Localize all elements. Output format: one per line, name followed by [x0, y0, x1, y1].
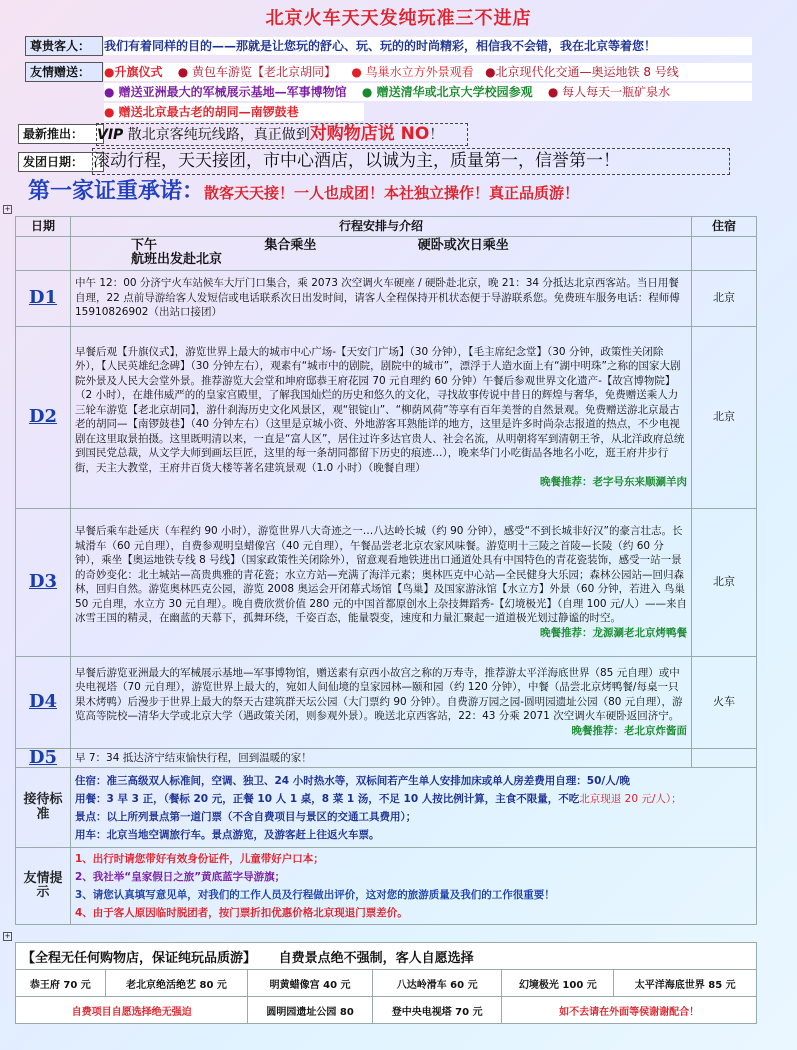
no-shopping-text: 对购物店说 NO	[309, 124, 430, 144]
optional-item: 幻境极光 100 元	[502, 970, 614, 997]
table-row	[16, 656, 757, 748]
table-subheader-row	[16, 236, 757, 270]
gift-item: ● 每人每天一瓶矿泉水	[547, 85, 671, 99]
day-stay: 北京	[692, 508, 757, 656]
meal-recommendation: 晚餐推荐：老北京炸酱面	[571, 724, 687, 737]
day-stay: 北京	[692, 326, 757, 508]
optional-header	[16, 943, 757, 970]
tips-cell	[71, 848, 757, 925]
gift-item: ● 赠送亚洲最大的军械展示基地—军事博物馆	[104, 85, 347, 99]
gift-item: ●北京现代化交通—奥运地铁 8 号线	[485, 65, 679, 79]
day-plan-cell	[71, 326, 692, 508]
vip-text: VIP	[97, 127, 124, 143]
day-plan: 中午 12：00 分济宁火车站候车大厅门口集合，乘 2073 次空调火车硬座 / 硬卧赴北京，晚 21：34 分抵达北京西客站。当日用餐自理，22 点前导游给客人发短信或电话联系次日出发时间，请客人全程保持开机状态便于导游联系您。免费班车服务电话：程师傅 15910826902（出站口接团）	[71, 270, 692, 326]
empty-cell	[16, 236, 71, 270]
day-label: D5	[16, 748, 71, 768]
gifts-label: 友情赠送：	[25, 62, 103, 82]
table-move-handle[interactable]: +	[4, 205, 11, 213]
day-plan-cell	[71, 656, 692, 748]
departure-label: 发团日期：	[18, 152, 104, 172]
tip-item: 4、由于客人原因临时脱团者，按门票折扣优惠价格北京现退门票差价。	[75, 907, 408, 919]
table-row	[16, 326, 757, 508]
service-cell	[71, 768, 757, 848]
tip-item: 1、出行时请您带好有效身份证件，儿童带好户口本；	[75, 853, 324, 865]
header-stay: 住宿	[692, 217, 757, 237]
gifts-row-2	[104, 83, 752, 101]
latest-text	[96, 123, 468, 146]
sub-sleeper: 硬卧或次日乘坐	[417, 237, 509, 253]
optional-row	[16, 970, 757, 997]
day-label: D3	[16, 508, 71, 656]
promise-line	[28, 174, 579, 205]
optional-item: 恭王府 70 元	[16, 970, 106, 997]
day-plan: 早餐后游览亚洲最大的军械展示基地—军事博物馆，赠送素有京西小故宫之称的万寿寺，推荐游太平洋海底世界（85 元自理）或中央电视塔（70 元自理），游览世界上最大的，宛如人间仙境的皇家园林—颐和园（约 120 分钟），中餐（品尝北京烤鸭餐/每桌一只果木烤鸭）后漫步于世界上最大的祭天古建筑群天坛公园（大门票约 90 分钟）。自费游万园之园-圆明园遗址公园（80 元自理），游览高等院校—清华大学或北京大学（遇政策关闭，则参观外景）。晚送北京西客站，22：43 分乘 2071 次空调火车硬卧返回济宁。	[75, 666, 683, 723]
day-stay	[692, 748, 757, 768]
optional-items-table	[15, 942, 757, 1024]
optional-row	[16, 997, 757, 1024]
optional-item: 登中央电视塔 70 元	[372, 997, 501, 1024]
tips-label: 友情提示	[16, 848, 71, 925]
service-standard-row	[16, 768, 757, 848]
day-plan: 早 7：34 抵达济宁结束愉快行程，回到温暖的家！	[71, 748, 692, 768]
header-day: 日期	[16, 217, 71, 237]
latest-end: ！	[429, 127, 444, 143]
optional-note-b: 如不去请在外面等侯谢谢配合！	[502, 997, 757, 1024]
optional-item: 八达岭滑车 60 元	[372, 970, 501, 997]
table-move-handle[interactable]: +	[4, 932, 11, 940]
gift-item: ● 赠送清华或北京大学校园参观	[361, 85, 533, 99]
promise-text: 散客天天接！一人也成团！本社独立操作！真正品质游！	[204, 184, 580, 202]
day-plan: 早餐后观【升旗仪式】，游览世界上最大的城市中心广场-【天安门广场】（30 分钟），【毛主席纪念堂】（30 分钟，政策性关闭除外），【人民英雄纪念碑】（30 分钟左右），观素有“城市中的剧院，剧院中的城市”，漂浮于人造水面上有“湖中明珠”之称的国家大剧院外景及人民大会堂外景。推荐游览大会堂和坤府邸恭王府花园 70 元自理约 60 分钟）午餐后参观世界文化遗产-【故宫博物院】（2 小时），在雄伟威严的的皇家宫殿里，了解我国灿烂的历史和悠久的文化，寻找故事传说中昔日的辉煌与奢华，免费赠送乘人力三轮车游览【老北京胡同】，游什刹海历史文化风景区，观“银锭山”、“柳荫风荷”等享有百年美誉的自然景观。免费赠送游北京最古老的胡同—【南锣鼓巷】（40 分钟左右）（这里是京城小资、外地游客耳熟能详的地方，这里是许多时尚杂志报道的热点，不少电视剧在这里取景拍摄。这里既明清以来，一直是“富人区”，居住过许多达官贵人、社会名流，从明朝将军到清朝王爷，从北洋政府总统到国民党总裁，从文学大师到画坛巨匠，这里的每一条胡同都留下历史的痕迹…），晚来华门小吃街品各地名小吃，逛王府井步行街，天主大教堂，王府井百货大楼等著名建筑景观（1.0 小时）（晚餐自理）	[75, 345, 685, 474]
optional-item: 老北京绝活绝艺 80 元	[105, 970, 248, 997]
intro-label: 尊贵客人：	[25, 36, 103, 56]
optional-item: 圆明园遗址公园 80	[248, 997, 373, 1024]
tip-item: 3、请您认真填写意见单，对我们的工作人员及行程做出评价，这对您的旅游质量及我们的工作很重要！	[75, 889, 555, 901]
gift-item: ● 鸟巢水立方外景观看	[351, 65, 474, 79]
day-label: D1	[16, 270, 71, 326]
page-title: 北京火车天天发纯玩准三不进店	[265, 8, 532, 29]
service-meal-b: 北京现退 20 元/人）；	[579, 792, 682, 805]
gifts-row-3	[104, 103, 364, 121]
optional-item: 明黄蜡像宫 40 元	[248, 970, 373, 997]
service-meal	[75, 790, 752, 808]
sub-afternoon: 下午	[131, 237, 158, 253]
service-label: 接待标准	[16, 768, 71, 848]
service-car: 用车：北京当地空调旅行车。景点游览，及游客赶上往返火车票。	[75, 828, 380, 841]
day-plan: 早餐后乘车赴延庆（车程约 90 小时），游览世界八大奇迹之一…八达岭长城（约 90 分钟），感受“不到长城非好汉”的豪言壮志。长城滑车（60 元自理），自费参观明皇蜡像宫（40 元自理），午餐品尝老北京农家风味餐。游览明十三陵之首陵—长陵（约 60 分钟），乘坐【奥运地铁专线 8 号线】（国家政策性关闭除外），留意观看地铁进出口通道处具有中国特色的青花瓷装饰，感受一站一景的奇妙变化：北土城站—高贵典雅的青花瓷；水立方站—充满了海洋元素；奥林匹克中心站—全民健身大乐园；森林公园站—回归森林，回归自然。游览奥林匹克公园，游览 2008 奥运会开闭幕式场馆【鸟巢】及国家游泳馆【水立方】外景（60 分钟，若进入 鸟巢 50 元自理，水立方 30 元自理）。晚自费欣赏价值 280 元的中国首都原创水上杂技舞蹈秀-【幻境极光】（自理 100 元/人）——来自冰雪王国的精灵，在幽蓝的天幕下，孤舞环绕，千姿百态，能量裂变，速度和力量汇聚起一道道极光划过静谧的时空。	[75, 525, 687, 624]
tips-row	[16, 848, 757, 925]
table-row	[16, 508, 757, 656]
intro-text: 我们有着同样的目的——那就是让您玩的舒心、玩、玩的的时尚精彩，相信我不会错，我在北京等着您！	[104, 37, 752, 55]
latest-desc: 散北京客纯玩线路，真正做到	[127, 127, 310, 143]
optional-item: 太平洋海底世界 85 元	[614, 970, 757, 997]
promise-label: 第一家证重承诺：	[28, 179, 205, 204]
gifts-row-1	[104, 63, 752, 81]
sub-gather: 集合乘坐	[264, 237, 317, 253]
latest-label: 最新推出：	[18, 124, 104, 144]
gift-item: ● 黄包车游览【老北京胡同】	[177, 65, 337, 79]
service-stay: 住宿：准三高级双人标准间，空调、独卫、24 小时热水等，双标间若产生单人安排加床或单人房差费用自理：50/人/晚	[75, 774, 631, 787]
departure-text: 滚动行程，天天接团，市中心酒店，以诚为主，质量第一，信誉第一！	[92, 148, 730, 175]
service-spot: 景点：以上所列景点第一道门票（不含自费项目与景区的交通工具费用）；	[75, 810, 417, 823]
optional-header-row	[16, 943, 757, 970]
gift-item: ●升旗仪式	[104, 65, 163, 79]
service-meal-a: 用餐：3 早 3 正，（餐标 20 元，正餐 10 人 1 桌，8 菜 1 汤，不足 10 人按比例计算，主食不限量，不吃	[75, 792, 580, 805]
day-plan-cell	[71, 508, 692, 656]
itinerary-table	[15, 216, 757, 925]
meal-recommendation: 晚餐推荐：龙源涮老北京烤鸭餐	[540, 626, 687, 639]
subheader-cell	[71, 236, 692, 270]
sub-flight: 航班出发赴北京	[131, 252, 223, 267]
empty-cell	[692, 236, 757, 270]
day-label: D2	[16, 326, 71, 508]
tip-item: 2、我社举“皇家假日之旅”黄底蓝字导游旗；	[75, 871, 286, 883]
meal-recommendation: 晚餐推荐：老字号东来顺涮羊肉	[540, 476, 687, 488]
optional-note-a: 自费项目自愿选择绝无强迫	[16, 997, 248, 1024]
optional-header-a: 【全程无任何购物店，保证纯玩品质游】	[22, 950, 257, 966]
table-header-row	[16, 217, 757, 237]
table-row	[16, 270, 757, 326]
day-label: D4	[16, 656, 71, 748]
table-row	[16, 748, 757, 768]
day-stay: 北京	[692, 270, 757, 326]
header-plan: 行程安排与介绍	[71, 217, 692, 237]
gift-item: ● 赠送北京最古老的胡同—南锣鼓巷	[104, 105, 299, 119]
optional-header-b: 自费景点绝不强制，客人自愿选择	[278, 950, 474, 966]
day-stay: 火车	[692, 656, 757, 748]
